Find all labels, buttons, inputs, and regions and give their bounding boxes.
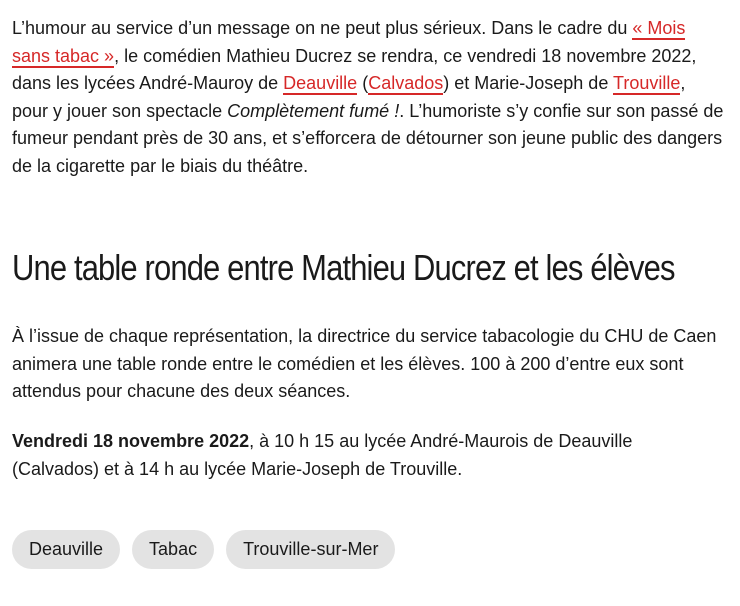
link-calvados[interactable]: Calvados	[368, 73, 444, 93]
intro-text-1: L’humour au service d’un message on ne peut plus sérieux. Dans le cadre du	[12, 18, 633, 38]
schedule-paragraph	[12, 428, 724, 483]
intro-text-3: (	[357, 73, 369, 93]
link-deauville[interactable]: Deauville	[283, 73, 358, 93]
tag-deauville[interactable]: Deauville	[12, 530, 120, 569]
intro-text-2: , le comédien Mathieu Ducrez se rendra, ce vendredi 18 novembre 2022, dans les lycées André-Mauroy de	[12, 45, 697, 93]
section-heading: Une table ronde entre Mathieu Ducrez et les élèves	[12, 247, 675, 288]
intro-text-6: . L’humoriste s’y confie sur son passé de fumeur pendant près de 30 ans, et s’efforcera de détourner son jeune public des dangers de la cigarette par le biais du théâtre.	[12, 100, 724, 176]
tag-tabac[interactable]: Tabac	[132, 530, 214, 569]
tag-trouville-sur-mer[interactable]: Trouville-sur-Mer	[226, 530, 395, 569]
round-table-paragraph: À l’issue de chaque représentation, la directrice du service tabacologie du CHU de Caen animera une table ronde entre le comédien et les élèves. 100 à 200 d’entre eux sont attendus pour chacune des deux séances.	[12, 326, 717, 401]
link-trouville[interactable]: Trouville	[613, 73, 681, 93]
intro-paragraph	[12, 15, 724, 180]
link-mois-sans-tabac[interactable]: « Mois sans tabac »	[12, 18, 686, 66]
schedule-date: Vendredi 18 novembre 2022	[12, 431, 250, 451]
schedule-details: , à 10 h 15 au lycée André-Maurois de Deauville (Calvados) et à 14 h au lycée Marie-Joseph de Trouville.	[12, 431, 633, 479]
show-title: Complètement fumé !	[227, 100, 400, 121]
intro-text-4: ) et Marie-Joseph de	[443, 73, 614, 93]
tag-list	[12, 530, 395, 569]
intro-text-5: , pour y jouer son spectacle	[12, 73, 686, 121]
